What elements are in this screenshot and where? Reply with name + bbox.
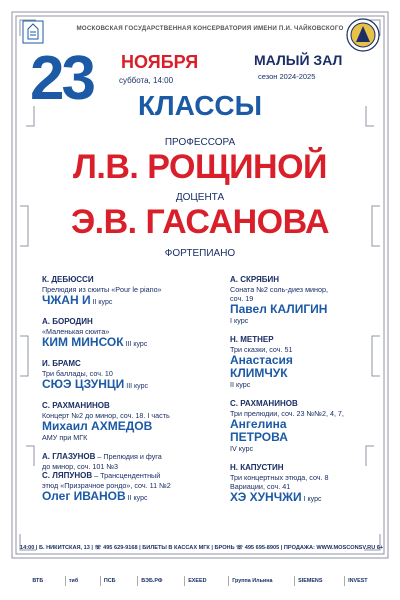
sponsor-logo: ПСБ [100, 576, 119, 586]
work: – Трансцендентный [92, 471, 161, 480]
course: IV курс [230, 444, 254, 453]
work: Вариации, соч. 41 [230, 482, 291, 491]
work: до минор, соч. 101 №3 [42, 462, 119, 471]
performer: ПЕТРОВА [230, 430, 288, 444]
course: II курс [92, 299, 113, 306]
footer-info: 14:00 | Б. НИКИТСКАЯ, 13 | ☏ 495 629-9168 | БИЛЕТЫ В КАССАХ МГК | БРОНЬ ☏ 495 695-8905 | ПРОДАЖА: WWW.MOSCONSV.RU 6+ [20, 545, 384, 551]
rank-professor: ПРОФЕССОРА [164, 137, 236, 148]
performer: Анастасия [230, 353, 293, 367]
sponsor-bar [20, 576, 380, 586]
event-title: КЛАССЫ [137, 90, 263, 121]
course: III курс [126, 383, 149, 390]
program-item [42, 317, 212, 349]
program-item [230, 399, 370, 453]
work: этюд «Призрачное рондо», соч. 11 №2 [42, 481, 171, 490]
work: «Маленькая сюита» [42, 327, 110, 336]
instrument-label: ФОРТЕПИАНО [164, 248, 236, 259]
composer: С. РАХМАНИНОВ [42, 401, 110, 410]
performer: КИМ МИНСОК [42, 335, 124, 349]
course: II курс [127, 495, 148, 502]
performer: Олег ИВАНОВ [42, 489, 126, 503]
work: соч. 19 [230, 294, 254, 303]
sponsor-logo: INVEST [344, 576, 370, 586]
work: Три баллады, соч. 10 [42, 369, 113, 378]
performer: КЛИМЧУК [230, 366, 288, 380]
event-day: 23 [30, 44, 93, 113]
composer: А. БОРОДИН [42, 317, 93, 326]
work: Три прелюдии, соч. 23 №№2, 4, 7, [230, 409, 344, 418]
performer: ХЭ ХУНЧЖИ [230, 490, 302, 504]
work: Три сказки, соч. 51 [230, 345, 293, 354]
composer: Н. КАПУСТИН [230, 463, 284, 472]
composer: К. ДЕБЮССИ [42, 275, 94, 284]
teacher-name-1: Л.В. РОЩИНОЙ [73, 148, 327, 186]
program-left [42, 275, 212, 513]
sponsor-logo: ВЭБ.РФ [137, 576, 165, 586]
program-item [42, 275, 212, 307]
event-month: НОЯБРЯ [121, 52, 199, 72]
composer: А. СКРЯБИН [230, 275, 280, 284]
season-label: сезон 2024-2025 [258, 72, 316, 81]
work: Прелюдия из сюиты «Pour le piano» [42, 285, 162, 294]
sponsor-logo: ВТБ [32, 578, 44, 584]
work: Концерт №2 до минор, соч. 18. I часть [42, 411, 170, 420]
program-item [230, 463, 370, 504]
seal-emblem-icon [346, 18, 380, 52]
composer: Н. МЕТНЕР [230, 335, 274, 344]
composer: С. ЛЯПУНОВ [42, 471, 93, 480]
course: III курс [125, 341, 148, 348]
work: Три концертных этюда, соч. 8 [230, 473, 329, 482]
composer: С. РАХМАНИНОВ [230, 399, 298, 408]
rank-docent: ДОЦЕНТА [175, 192, 225, 203]
course: I курс [303, 496, 322, 503]
teacher-name-2: Э.В. ГАСАНОВА [70, 203, 330, 241]
program-item [42, 452, 212, 503]
performer: Ангелина [230, 417, 287, 431]
event-weekday-time: суббота, 14:00 [119, 76, 174, 85]
sponsor-logo: SIEMENS [294, 576, 325, 586]
sponsor-logo: EXEED [184, 576, 209, 586]
work: Соната №2 соль-диез минор, [230, 285, 329, 294]
sponsor-logo: тиб [65, 576, 81, 586]
composer: И. БРАМС [42, 359, 81, 368]
program-right [230, 275, 370, 514]
sponsor-logo: Группа Ильина [228, 576, 275, 586]
composer: А. ГЛАЗУНОВ [42, 452, 96, 461]
conservatory-logo-icon [22, 20, 44, 44]
course: АМУ при МГК [42, 433, 88, 442]
work: – Прелюдия и фуга [95, 452, 162, 461]
hall-name: МАЛЫЙ ЗАЛ [254, 52, 343, 68]
program-item [230, 335, 370, 389]
institution-name: МОСКОВСКАЯ ГОСУДАРСТВЕННАЯ КОНСЕРВАТОРИЯ ИМЕНИ П.И. ЧАЙКОВСКОГО [76, 25, 344, 32]
performer: СЮЭ ЦЗУНЦИ [42, 377, 125, 391]
program-item [42, 401, 212, 442]
course: I курс [230, 316, 249, 325]
program-item [42, 359, 212, 391]
performer: Михаил АХМЕДОВ [42, 419, 153, 433]
performer: ЧЖАН И [42, 293, 91, 307]
performer: Павел КАЛИГИН [230, 302, 328, 316]
program-item [230, 275, 370, 325]
course: II курс [230, 380, 251, 389]
